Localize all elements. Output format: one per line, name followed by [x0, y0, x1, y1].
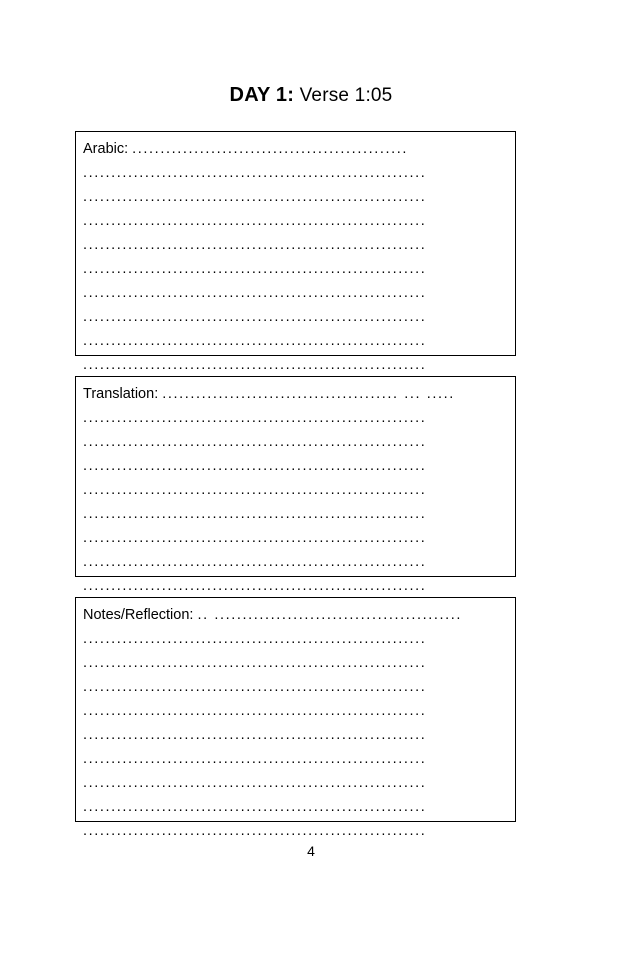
arabic-first-line [83, 137, 509, 161]
page-title-day: DAY 1: [229, 84, 295, 106]
dotted-rule: ............................................................. [83, 823, 427, 839]
translation-blank-line [83, 550, 509, 574]
page-number: 4 [307, 843, 315, 859]
notes-first-line [83, 603, 509, 627]
notes-blank-line [83, 819, 509, 843]
translation-label: Translation: [83, 386, 159, 402]
dotted-rule: ............................................................. [83, 261, 427, 277]
dotted-rule: ............................................................. [83, 213, 427, 229]
dotted-rule: ............................................................. [83, 727, 427, 743]
arabic-blank-line [83, 353, 509, 377]
arabic-label: Arabic: [83, 141, 129, 157]
notes-reflection-answer-box[interactable] [75, 597, 516, 839]
translation-blank-line [83, 502, 509, 526]
arabic-label-dots: ................................................. [132, 141, 408, 157]
notes-blank-line [83, 723, 509, 747]
dotted-rule: ............................................................. [83, 333, 427, 349]
notes-blank-line [83, 699, 509, 723]
translation-blank-line [83, 478, 509, 502]
translation-lines [76, 377, 515, 598]
arabic-blank-line [83, 233, 509, 257]
dotted-rule: ............................................................. [83, 482, 427, 498]
dotted-rule: ............................................................. [83, 506, 427, 522]
dotted-rule: ............................................................. [83, 189, 427, 205]
arabic-blank-line [83, 329, 509, 353]
dotted-rule: ............................................................. [83, 554, 427, 570]
dotted-rule: ............................................................. [83, 410, 427, 426]
notes-label-dots: .. ............................................ [197, 607, 462, 623]
notes-blank-line [83, 627, 509, 651]
notes-blank-line [83, 651, 509, 675]
translation-blank-line [83, 526, 509, 550]
translation-first-line [83, 382, 509, 406]
translation-label-dots: .......................................... ... ..... [162, 386, 455, 402]
dotted-rule: ............................................................. [83, 434, 427, 450]
arabic-blank-line [83, 209, 509, 233]
arabic-lines [76, 132, 515, 377]
dotted-rule: ............................................................. [83, 655, 427, 671]
arabic-blank-line [83, 185, 509, 209]
arabic-blank-line [83, 257, 509, 281]
dotted-rule: ............................................................. [83, 775, 427, 791]
page-title [0, 84, 622, 107]
arabic-blank-line [83, 305, 509, 329]
translation-blank-line [83, 406, 509, 430]
dotted-rule: ............................................................. [83, 751, 427, 767]
dotted-rule: ............................................................. [83, 458, 427, 474]
notes-label: Notes/Reflection: [83, 607, 194, 623]
arabic-blank-line [83, 281, 509, 305]
dotted-rule: ............................................................. [83, 799, 427, 815]
dotted-rule: ............................................................. [83, 237, 427, 253]
dotted-rule: ............................................................. [83, 285, 427, 301]
notes-lines [76, 598, 515, 843]
dotted-rule: ............................................................. [83, 679, 427, 695]
notes-blank-line [83, 675, 509, 699]
dotted-rule: ............................................................. [83, 578, 427, 594]
page-title-verse: Verse 1:05 [299, 85, 393, 106]
dotted-rule: ............................................................. [83, 309, 427, 325]
arabic-answer-box[interactable] [75, 131, 516, 373]
notes-blank-line [83, 771, 509, 795]
translation-blank-line [83, 574, 509, 598]
dotted-rule: ............................................................. [83, 703, 427, 719]
arabic-blank-line [83, 161, 509, 185]
dotted-rule: ............................................................. [83, 357, 427, 373]
translation-blank-line [83, 454, 509, 478]
dotted-rule: ............................................................. [83, 165, 427, 181]
dotted-rule: ............................................................. [83, 631, 427, 647]
translation-blank-line [83, 430, 509, 454]
translation-answer-box[interactable] [75, 376, 516, 594]
notes-blank-line [83, 747, 509, 771]
dotted-rule: ............................................................. [83, 530, 427, 546]
notes-blank-line [83, 795, 509, 819]
